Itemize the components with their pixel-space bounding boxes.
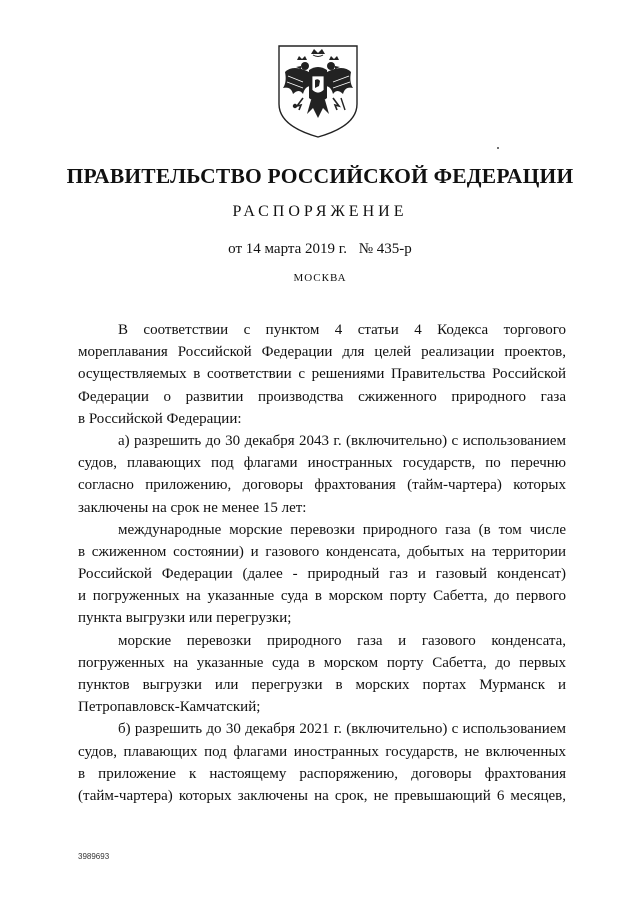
body-line: мореплавания Российской Федерации для целей реализации проектов,	[78, 344, 566, 361]
body-line: судов, плавающих под флагами иностранных государств, по перечню	[78, 455, 566, 472]
document-number: № 435-р	[358, 241, 412, 257]
body-line: судов, плавающих под флагами иностранных государств, не включенных	[78, 743, 566, 760]
body-line: Российской Федерации (далее - природный газ и газовый конденсат)	[78, 566, 566, 583]
scan-speck	[497, 147, 499, 149]
page-code: 3989693	[78, 852, 110, 861]
body-line: б) разрешить до 30 декабря 2021 г. (включительно) с использованием	[118, 721, 566, 738]
coat-of-arms-emblem	[273, 42, 363, 140]
document-city: МОСКВА	[293, 272, 347, 284]
body-line: заключены на срок не менее 15 лет:	[78, 499, 307, 516]
body-line: и погруженных на указанные суда в морском порту Сабетта, до первого	[78, 588, 566, 605]
body-line: В соответствии с пунктом 4 статьи 4 Кодекса торгового	[118, 322, 566, 338]
body-line: (тайм-чартера) которых заключены на срок, не превышающий 6 месяцев,	[78, 787, 566, 804]
government-title: ПРАВИТЕЛЬСТВО РОССИЙСКОЙ ФЕДЕРАЦИИ	[66, 164, 574, 188]
body-line: пункта выгрузки или перегрузки;	[78, 610, 292, 627]
body-line: Петропавловск-Камчатский;	[78, 699, 261, 716]
document-type: РАСПОРЯЖЕНИЕ	[232, 203, 408, 220]
body-line: в приложение к настоящему распоряжению, договоры фрахтования	[78, 765, 566, 782]
body-line: морские перевозки природного газа и газового конденсата,	[118, 632, 566, 649]
body-line: Федерации о развитии производства сжиженного природного газа	[78, 388, 566, 405]
body-line: международные морские перевозки природного газа (в том числе	[118, 521, 566, 538]
body-line: в сжиженном состоянии) и газового конденсата, добытых на территории	[78, 543, 566, 560]
document-body	[78, 319, 566, 807]
body-line: согласно приложению, договоры фрахтования (тайм-чартера) которых	[78, 477, 566, 494]
document-date-number	[0, 241, 640, 258]
body-line: а) разрешить до 30 декабря 2043 г. (включительно) с использованием	[118, 432, 566, 449]
body-line: осуществляемых в соответствии с решениями Правительства Российской	[78, 366, 566, 383]
document-date: от 14 марта 2019 г.	[228, 241, 347, 257]
body-line: погруженных на указанные суда в морском порту Сабетта, до первых	[78, 654, 566, 671]
body-line: в Российской Федерации:	[78, 410, 242, 427]
body-line: пунктов выгрузки или перегрузки в морских портах Мурманск и	[78, 677, 566, 693]
